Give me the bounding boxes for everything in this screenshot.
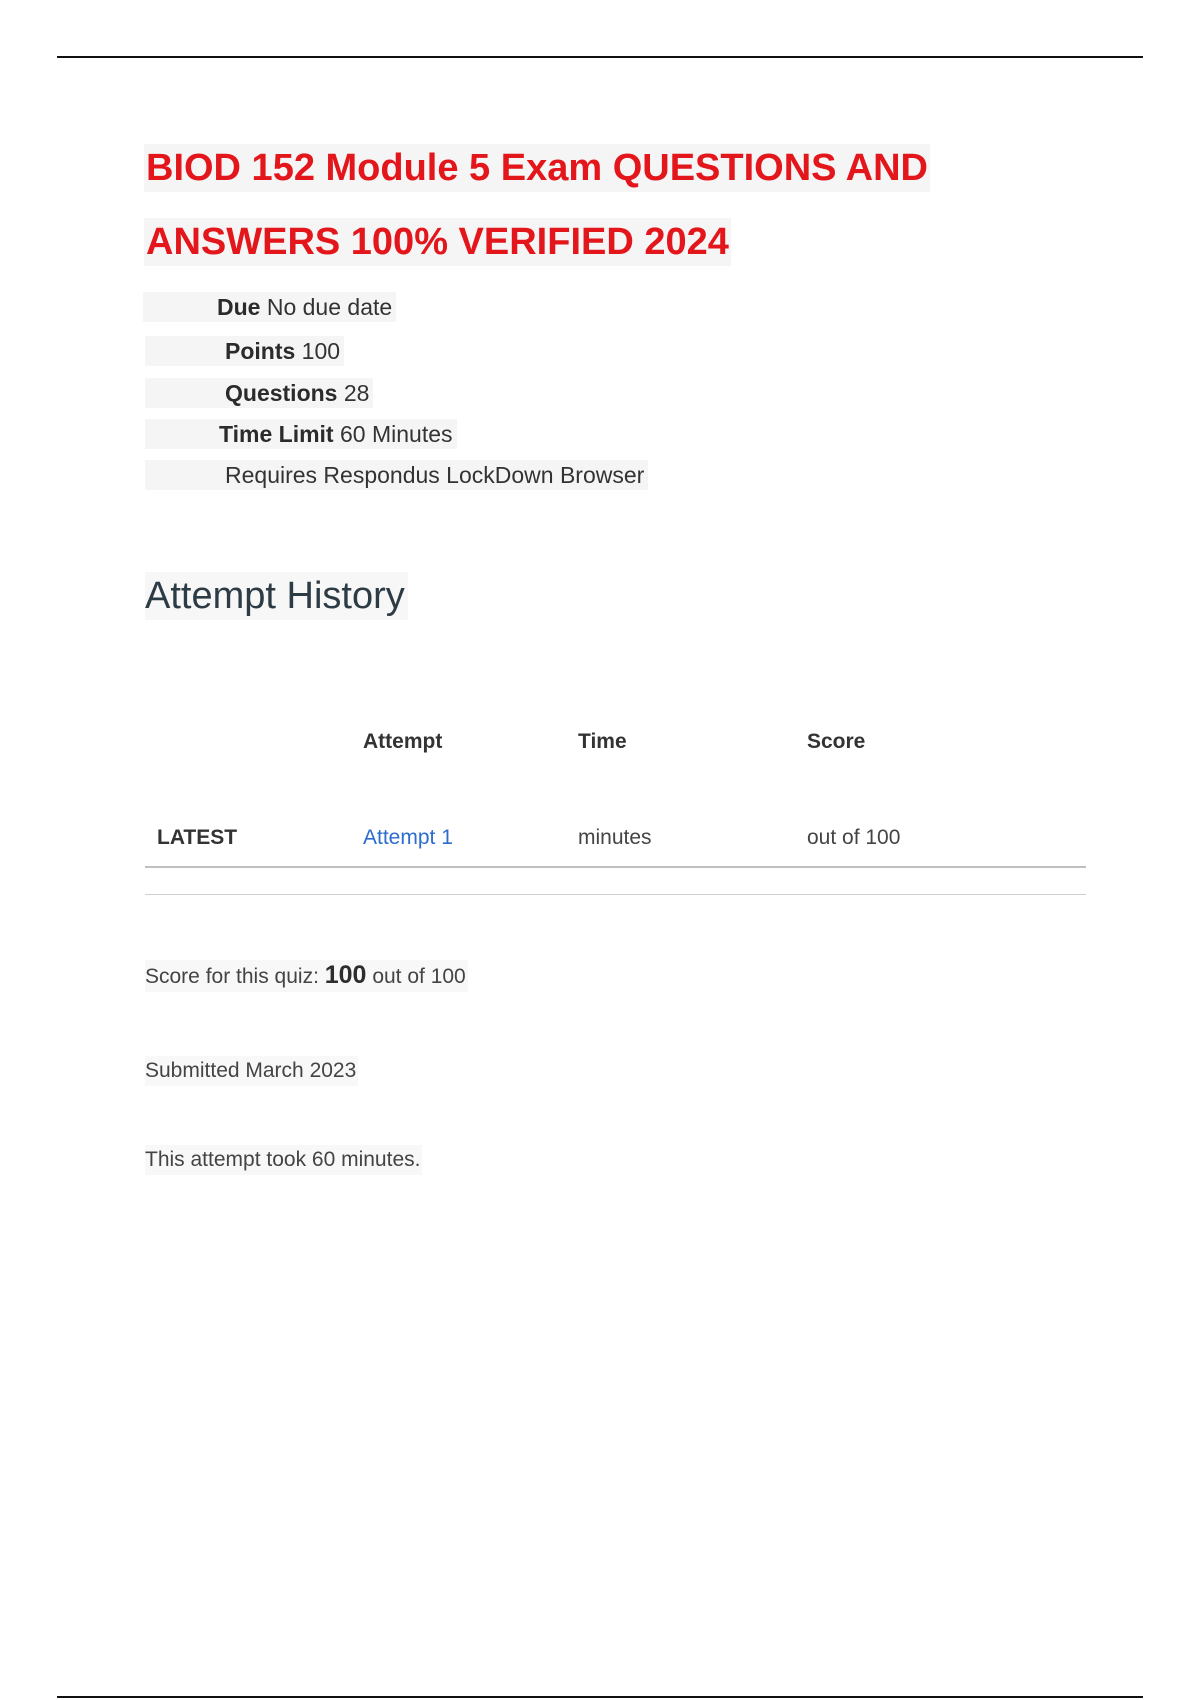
time-limit-value: 60 Minutes bbox=[340, 421, 453, 447]
bottom-rule bbox=[57, 1696, 1143, 1698]
due-value: No due date bbox=[266, 294, 393, 320]
questions-label: Questions bbox=[225, 380, 338, 406]
lockdown-requirement: Requires Respondus LockDown Browser bbox=[145, 460, 648, 490]
attempt-history-heading: Attempt History bbox=[145, 572, 408, 620]
column-header-score: Score bbox=[807, 730, 866, 753]
page-title-line-1: BIOD 152 Module 5 Exam QUESTIONS AND bbox=[144, 144, 930, 192]
score-prefix: Score for this quiz: bbox=[145, 965, 319, 988]
attempt-1-link[interactable]: Attempt 1 bbox=[363, 826, 453, 849]
score-value: 100 bbox=[324, 961, 367, 989]
quiz-score bbox=[145, 960, 468, 992]
points-value: 100 bbox=[301, 338, 341, 364]
questions-value: 28 bbox=[343, 380, 370, 406]
page-title-line-2: ANSWERS 100% VERIFIED 2024 bbox=[144, 218, 731, 266]
top-rule bbox=[57, 56, 1143, 58]
questions-detail bbox=[145, 378, 373, 408]
points-label: Points bbox=[225, 338, 296, 364]
attempt-duration: This attempt took 60 minutes. bbox=[145, 1145, 422, 1175]
table-bottom-divider bbox=[145, 894, 1086, 895]
column-header-time: Time bbox=[578, 730, 627, 753]
time-limit-label: Time Limit bbox=[219, 421, 334, 447]
due-label: Due bbox=[217, 294, 261, 320]
row-divider bbox=[145, 866, 1086, 868]
time-limit-detail bbox=[145, 419, 457, 449]
points-detail bbox=[145, 336, 344, 366]
column-header-attempt: Attempt bbox=[363, 730, 443, 753]
score-suffix: out of 100 bbox=[372, 965, 466, 988]
due-detail bbox=[143, 292, 396, 322]
latest-badge: LATEST bbox=[157, 826, 238, 849]
attempt-score-cell: out of 100 bbox=[807, 826, 901, 849]
attempt-time-cell: minutes bbox=[578, 826, 652, 849]
submitted-date: Submitted March 2023 bbox=[145, 1056, 358, 1086]
